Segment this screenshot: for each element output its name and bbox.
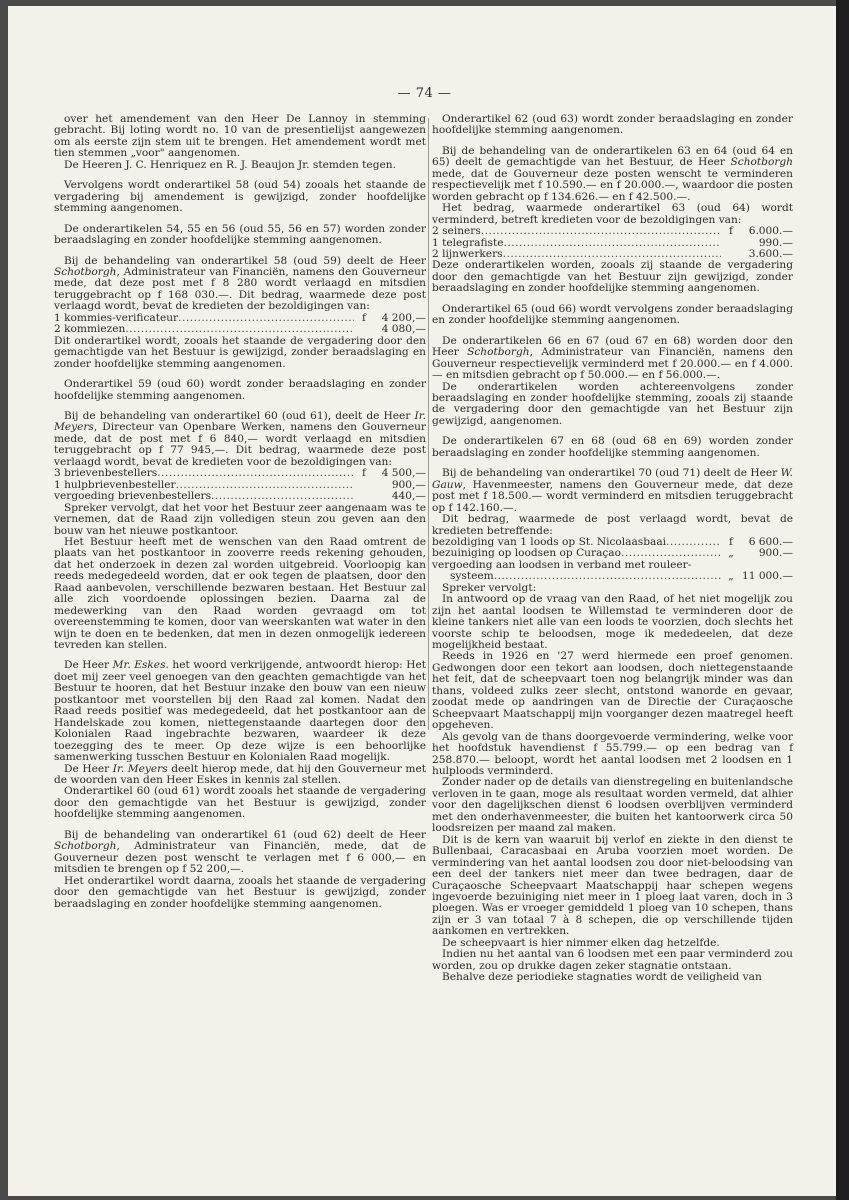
paragraph: Bij de behandeling van onderartikel 70 (oud 71) deelt de Heer W. Gauw, Havenmeester, namens den Gouverneur mede, dat deze post met f 18.500.— wordt verminderd en mitsdien teruggebracht op f 142.160.—. xyxy=(432,467,794,514)
column-divider xyxy=(428,118,429,730)
paragraph: Bij de behandeling van de onderartikelen 63 en 64 (oud 64 en 65) deelt de gemachtigde van het Bestuur, de Heer Schotborgh mede, dat de Gouverneur deze posten wenscht te verminderen respectievelijk met f 10.590.— en f 20.000.—, waardoor die posten worden gebracht op f 134.626.— en f 42.500.—. xyxy=(432,144,793,203)
salary-row: vergoeding brievenbestellers ..... 440,— xyxy=(54,491,426,502)
paragraph: Indien nu het aantal van 6 loodsen met een paar verminderd zou worden, zou op drukke dagen zeker stagnatie ontstaan. xyxy=(432,948,793,972)
paragraph: Vervolgens wordt onderartikel 58 (oud 54) zooals het staande de vergadering bij amendement is gewijzigd, zonder hoofdelijke stemming aangenomen. xyxy=(54,179,426,215)
paragraph: Bij de behandeling van onderartikel 58 (oud 59) deelt de Heer Schotborgh, Administrateur van Financiën, namens den Gouverneur mede, dat deze post met f 8 280 wordt verlaagd en mitsdien teruggebracht op f 168 030.—. Dit bedrag, waarmede deze post verlaagd wordt, bevat de kredieten der bezoldigingen van: xyxy=(54,254,426,313)
paragraph: Het bedrag, waarmede onderartikel 63 (oud 64) wordt verminderd, betreft kredieten voor de bezoldigingen van: xyxy=(432,202,793,226)
paragraph: Onderartikel 62 (oud 63) wordt zonder beraadslaging en zonder hoofdelijke stemming aangenomen. xyxy=(432,113,793,137)
paragraph: Het Bestuur heeft met de wenschen van den Raad omtrent de plaats van het postkantoor in zooverre reeds rekening gehouden, dat het onderzoek in dezen zal worden uitgebreid. Voorloopig kan reeds medegedeeld worden, dat er ook tegen de plaatsen, door den Raad aanbevolen, verschillende bezwaren bestaan. Het Bestuur zal alle zich voordoende oplossingen bezien. Daarna zal de medewerking van den Raad worden gevraagd om tot overeenstemming te komen, door van weerskanten wat water in den wijn te doen en te bedenken, dat men in dezen onmogelijk iedereen tevreden kan stellen. xyxy=(54,535,426,652)
paragraph: Onderartikel 65 (oud 66) wordt vervolgens zonder beraadslaging en zonder hoofdelijke stemming aangenomen. xyxy=(432,302,793,327)
left-column xyxy=(54,114,426,910)
speaker-name: Ir. Meyers xyxy=(54,409,426,434)
list-line: vergoeding aan loodsen in verband met rouleer- xyxy=(432,558,692,571)
paragraph: Spreker vervolgt: xyxy=(442,581,537,594)
speaker-name: Schotborgh xyxy=(730,156,793,169)
paragraph: over het amendement van den Heer De Lannoy in stemming gebracht. Bij loting wordt no. 10 van de presentielijst aangewezen om als eerste zijn stem uit te brengen. Het amendement wordt met tien stemmen „voor" aangenomen. xyxy=(54,113,426,160)
paragraph: De onderartikelen 66 en 67 (oud 67 en 68) worden door den Heer Schotborgh, Administrateur van Financiën, namens den Gouverneur respectievelijk verminderd met f 20.000.— en f 4.000.— en mitsdien gebracht op f 50.000.— en f 56.000.—. xyxy=(432,334,793,382)
right-column xyxy=(432,114,793,984)
paragraph: Spreker vervolgt, dat het voor het Bestuur zeer aangenaam was te vernemen, dat de Raad zijn volledigen steun zou geven aan den bouw van het nieuwe postkantoor. xyxy=(54,501,426,537)
salary-row: 2 kommiezen ..... 4 080,— xyxy=(54,324,426,335)
paragraph: De Heer Ir. Meyers deelt hierop mede, dat hij den Gouverneur met de woorden van den Heer Eskes in kennis zal stellen. xyxy=(54,762,426,787)
salary-row: 1 kommies-verificateur ..... f 4 200,— xyxy=(54,313,426,324)
paragraph: Onderartikel 59 (oud 60) wordt zonder beraadslaging en zonder hoofdelijke stemming aangenomen. xyxy=(54,378,426,402)
salary-row: 2 lijnwerkers ..... 3.600.— xyxy=(432,249,793,260)
speaker-name: Schotborgh xyxy=(54,840,117,853)
paragraph: Het onderartikel wordt daarna, zooals het staande de vergadering door den gemachtigde van het Bestuur is gewijzigd, zonder beraadslaging en zonder hoofdelijke stemming aangenomen. xyxy=(54,874,426,910)
salary-row: 1 telegrafiste ..... 990.— xyxy=(432,238,793,249)
paragraph: Dit bedrag, waarmede de post verlaagd wordt, bevat de kredieten betreffende: xyxy=(432,513,793,537)
speaker-name: W. Gauw xyxy=(432,467,794,491)
paragraph: Als gevolg van de thans doorgevoerde vermindering, welke voor het hoofdstuk havendienst f 55.799.— op een bedrag van f 258.870.— beloopt, wordt het aantal loodsen met 2 loodsen en 1 hulploods verminderd. xyxy=(432,730,793,778)
paragraph: Bij de behandeling van onderartikel 60 (oud 61), deelt de Heer Ir. Meyers, Directeur van Openbare Werken, namens den Gouverneur mede, dat de post met f 6 840,— wordt verlaagd en mitsdien teruggebracht op f 77 945,—. Dit bedrag, waarmede deze post verlaagd wordt, bevat de kredieten voor de bezoldigingen van: xyxy=(54,409,426,468)
speaker-name: Schotborgh xyxy=(54,265,117,278)
paragraph: In antwoord op de vraag van den Raad, of het niet mogelijk zou zijn het aantal loodsen te Willemstad te verminderen door de kleine tankers niet alle van een loods te voorzien, doch slechts het voorste schip te beloodsen, moge ik mededeelen, dat deze mogelijkheid bestaat. xyxy=(432,593,793,652)
speaker-name: Mr. Eskes xyxy=(112,659,166,672)
salary-row: 3 brievenbestellers ..... f 4 500,— xyxy=(54,468,426,479)
page-number: — 74 — xyxy=(397,86,452,101)
paragraph: Zonder nader op de details van dienstregeling en buitenlandsche verloven in te gaan, moge als resultaat worden vermeld, dat alhier voor den dagelijkschen dienst 6 loodsen overblijven verminderd met den onderhavenmeester, die buiten het kantoorwerk circa 50 loodsreizen per maand zal maken. xyxy=(432,776,793,835)
paragraph: Deze onderartikelen worden, zooals zij staande de vergadering door den gemachtigde van het Bestuur zijn gewijzigd, zonder beraadslaging en zonder hoofdelijke stemming aangenomen. xyxy=(432,259,793,295)
paragraph: Reeds in 1926 en '27 werd hiermede een proef genomen. Gedwongen door een tekort aan loodsen, doch niettegenstaande het feit, dat de scheepvaart toen nog belangrijk minder was dan thans, voldeed zulks zeer slecht, ontstond wanorde en gevaar, zoodat mede op aandringen van de Directie der Curaçaosche Scheepvaart Maatschappij mijn voorganger dezen maatregel heeft opgeheven. xyxy=(432,650,793,732)
paragraph: Dit onderartikel wordt, zooals het staande de vergadering door den gemachtigde van het Bestuur is gewijzigd, zonder beraadslaging en zonder hoofdelijke stemming aangenomen. xyxy=(54,334,426,370)
paragraph: De onderartikelen 54, 55 en 56 (oud 55, 56 en 57) worden zonder beraadslaging en zonder hoofdelijke stemming aangenomen. xyxy=(54,222,426,247)
speaker-name: Ir. Meyers xyxy=(112,762,168,775)
salary-row: bezuiniging op loodsen op Curaçao ..... „ 900.— xyxy=(432,548,793,559)
salary-row: systeem ..... „ 11 000.— xyxy=(432,571,793,582)
paragraph: De onderartikelen 67 en 68 (oud 68 en 69) worden zonder beraadslaging en zonder hoofdelijke stemming aangenomen. xyxy=(432,435,793,459)
paragraph: De Heeren J. C. Henriquez en R. J. Beaujon Jr. stemden tegen. xyxy=(64,158,396,171)
paragraph: Bij de behandeling van onderartikel 61 (oud 62) deelt de Heer Schotborgh, Administrateur van Financiën, mede, dat de Gouverneur dezen post wenscht te verlagen met f 6 000,— en mitsdien te brengen op f 52 200,—. xyxy=(54,828,426,876)
paragraph: Onderartikel 60 (oud 61) wordt zooals het staande de vergadering door den gemachtigde van het Bestuur is gewijzigd, zonder hoofdelijke stemming aangenomen. xyxy=(54,785,426,821)
scan-right-edge xyxy=(836,0,849,1200)
salary-row: bezoldiging van 1 loods op St. Nicolaasbaai ..... f 6 600.— xyxy=(432,537,793,548)
paragraph: De scheepvaart is hier nimmer elken dag hetzelfde. xyxy=(442,936,720,949)
paragraph: Dit is de kern van waaruit bij verlof en ziekte in den dienst te Bullenbaai, Caracasbaai en Aruba voorzien moet worden. De vermindering van het aantal loodsen zou door niet-beloodsing van een deel der tankers niet meer dan twee bedragen, daar de Curaçaosche Scheepvaart Maatschappij haar schepen wegens ingevoerde bezuiniging niet meer in 1 ploeg laat varen, doch in 3 ploegen. Was er vroeger gemiddeld 1 ploeg van 10 schepen, thans zijn er 3 van totaal 7 à 8 schepen, die op verschillende tijden aankomen en vertrekken. xyxy=(432,833,793,938)
paragraph: De onderartikelen worden achtereenvolgens zonder beraadslaging en zonder hoofdelijke stemming, zooals zij staande de vergadering door den gemachtigde van het Bestuur zijn gewijzigd, aangenomen. xyxy=(432,380,793,427)
paragraph: De Heer Mr. Eskes. het woord verkrijgende, antwoordt hierop: Het doet mij zeer veel genoegen van den geachten gemachtigde van het Bestuur te hooren, dat het Bestuur inzake den bouw van een nieuw postkantoor met voorstellen bij den Raad zal komen. Nadat den Raad reeds positief was medegedeeld, dat het postkantoor aan de Handelskade zou komen, niettegenstaande daartegen door den Kolonialen Raad ingebrachte bezwaren, waardeer ik deze toezegging des te meer. Op deze wijze is een behoorlijke samenwerking tusschen Bestuur en Kolonialen Raad mogelijk. xyxy=(54,659,427,764)
salary-row: 1 hulpbrievenbesteller ..... 900,— xyxy=(54,480,426,491)
speaker-name: Schotborgh xyxy=(467,346,530,359)
paragraph: Behalve deze periodieke stagnaties wordt de veiligheid van xyxy=(442,971,762,984)
salary-row: 2 seiners ..... f 6.000.— xyxy=(432,226,793,237)
